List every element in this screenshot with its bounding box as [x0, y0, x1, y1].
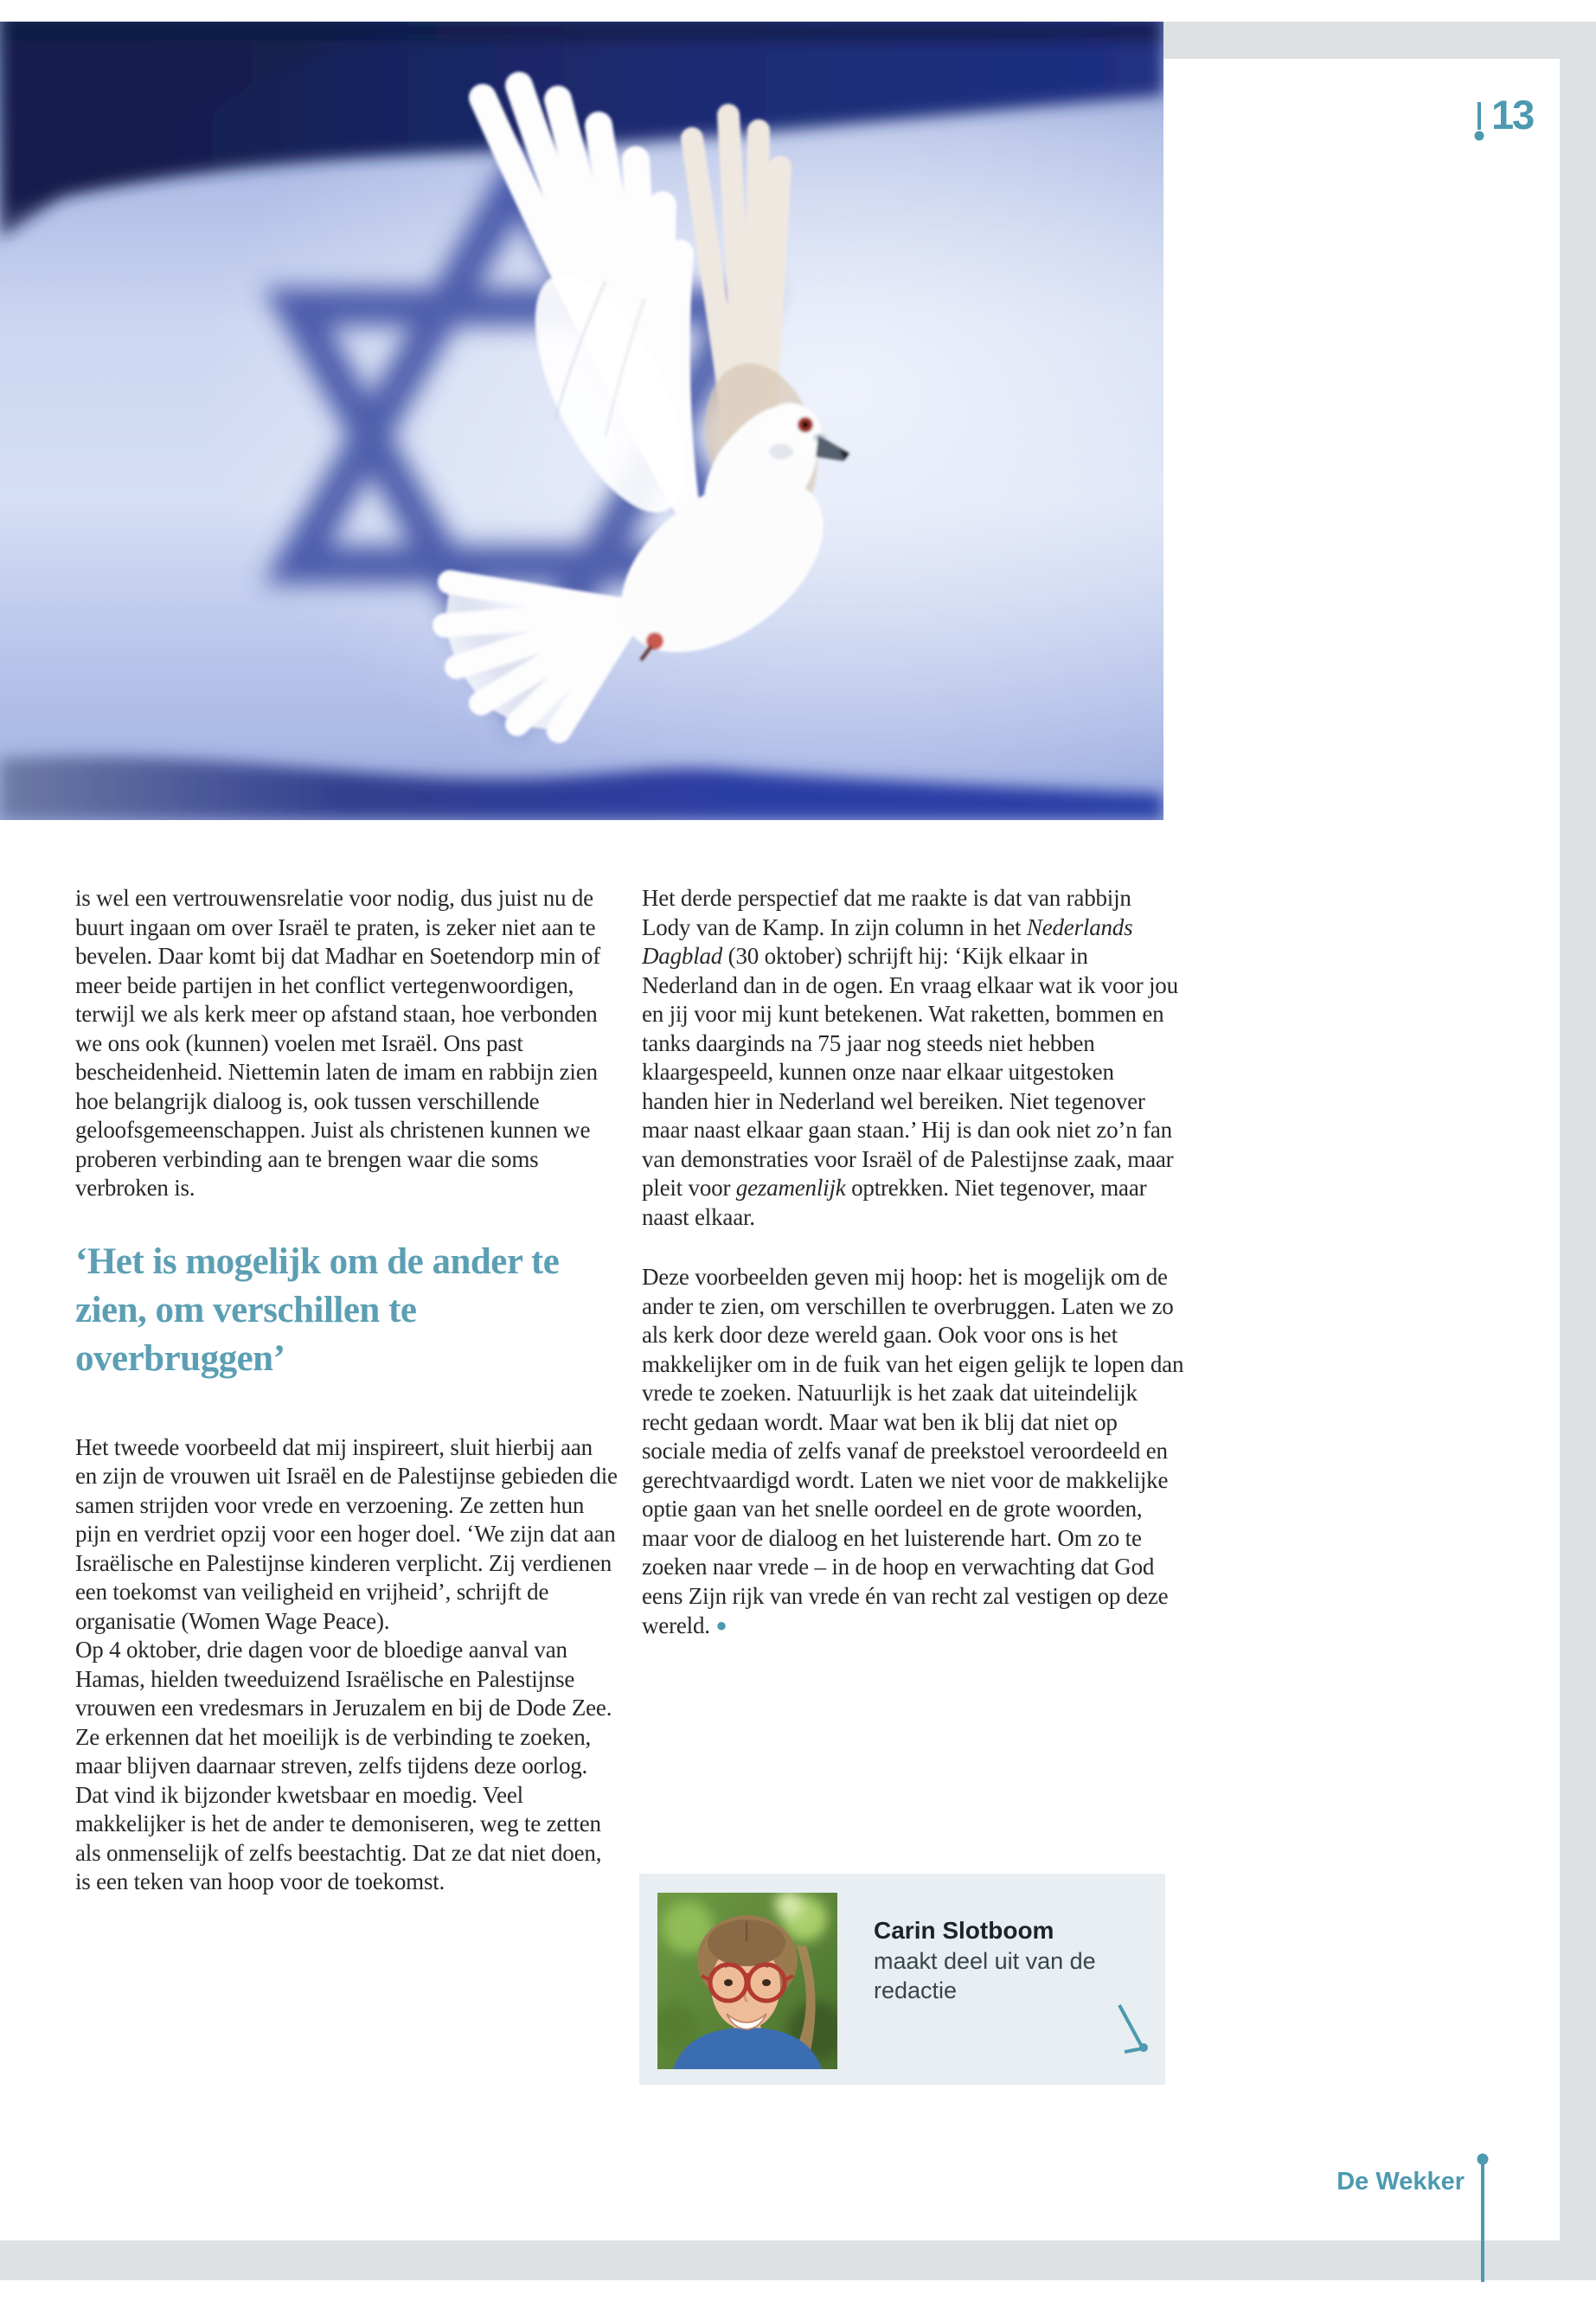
- author-name: Carin Slotboom: [874, 1917, 1054, 1944]
- page-number-value: 13: [1491, 92, 1534, 138]
- body-paragraph: Deze voorbeelden geven mij hoop: het is mogelijk om de ander te zien, om verschillen te overbruggen. Laten we zo als kerk door deze wereld gaan. Ook voor ons is het makkelijker om in de fuik van het eigen gelijk te lopen dan vrede te zoeken. Natuurlijk is het zaak dat uiteindelijk recht gedaan wordt. Maar wat ben ik blij dat niet op sociale media of zelfs vanaf de preekstoel veroordeeld en gerechtvaardigd wordt. Laten we niet voor de makkelijke optie gaan van het snelle oordeel en de grote woorden, maar voor de dialoog en het luisterende hart. Om zo te zoeken naar vrede – in de hoop en verwachting dat God eens Zijn rijk van vrede én van recht zal vestigen op deze wereld. ●: [642, 1264, 1184, 1638]
- body-paragraph: Op 4 oktober, drie dagen voor de bloedige aanval van Hamas, hielden tweeduizend Israëlische en Palestijnse vrouwen een vredesmars in Jeruzalem en bij de Dode Zee. Ze erkennen dat het moeilijk is de verbinding te zoeken, maar blijven daarnaar streven, zelfs tijdens deze oorlog. Dat vind ik bijzonder kwetsbaar en moedig. Veel makkelijker is het de ander te demoniseren, weg te zetten als onmenselijk of zelfs beestachtig. Dat ze dat niet doen, is een teken van hoop voor de toekomst.: [75, 1637, 612, 1894]
- gray-band-bottom: [0, 2240, 1596, 2280]
- clock-hand-tick-icon: [1472, 93, 1486, 144]
- gray-band-top: [1163, 22, 1596, 59]
- pull-quote: ‘Het is mogelijk om de ander te zien, om verschillen te overbruggen’: [75, 1240, 560, 1379]
- body-paragraph: is wel een vertrouwensrelatie voor nodig, dus juist nu de buurt ingaan om over Israël te praten, is zeker niet aan te bevelen. Daar komt bij dat Madhar en Soetendorp min of meer beide partijen in het conflict vertegenwoordigen, terwijl we als kerk meer op afstand staan, hoe verbonden we ons ook (kunnen) voelen met Israël. Ons past bescheidenheid. Niettemin laten de imam en rabbijn zien hoe belangrijk dialoog is, ook tussen verschillende geloofsgemeenschappen. Juist als christenen kunnen we proberen verbinding aan te brengen waar die soms verbroken is.: [75, 885, 601, 1201]
- dove-head: [758, 403, 822, 467]
- body-paragraph: Het tweede voorbeeld dat mij inspireert, sluit hierbij aan en zijn de vrouwen uit Israël en de Palestijnse gebieden die samen strijden voor vrede en verzoening. Ze zetten hun pijn en verdriet opzij voor een hoger doel. ‘We zijn dat aan Israëlische en Palestijnse kinderen verplicht. Zij verdienen een toekomst van veiligheid en vrijheid’, schrijft de organisatie (Women Wage Peace).: [75, 1433, 618, 1634]
- clock-hands-icon: [1092, 2002, 1152, 2062]
- end-of-article-dot: ●: [715, 1614, 727, 1636]
- dove-flag-illustration: [0, 22, 1163, 820]
- author-portrait: [657, 1893, 837, 2069]
- author-role-line2: redactie: [874, 1977, 958, 2003]
- author-role-line1: maakt deel uit van de: [874, 1948, 1096, 1974]
- author-text: [874, 1915, 1096, 2005]
- author-photo: [657, 1893, 837, 2069]
- body-paragraph: Het derde perspectief dat me raakte is dat van rabbijn Lody van de Kamp. In zijn column in het Nederlands Dagblad (30 oktober) schrijft hij: ‘Kijk elkaar in Nederland dan in de ogen. En vraag elkaar wat ik voor jou en jij voor mij kunt betekenen. Wat raketten, bommen en tanks daarginds na 75 jaar nog steeds niet hebben klaargespeeld, kunnen onze naar elkaar uitgestoken handen hier in Nederland wel bereiken. Niet tegenover maar naast elkaar gaan staan.’ Hij is dan ook niet zo’n fan van demonstraties voor Israël of de Palestijnse zaak, maar pleit voor gezamenlijk optrekken. Niet tegenover, maar naast elkaar.: [642, 885, 1178, 1230]
- article-column-left: [75, 884, 619, 1897]
- footer-clock-hand-icon: [1474, 2150, 1491, 2282]
- article-column-right: [642, 884, 1185, 1641]
- footer-brand: De Wekker: [1336, 2168, 1465, 2195]
- hero-photo-dove-israeli-flag: [0, 22, 1163, 820]
- author-box: [639, 1874, 1165, 2085]
- gray-strip-right: [1560, 22, 1596, 2280]
- page-number: [1472, 93, 1533, 144]
